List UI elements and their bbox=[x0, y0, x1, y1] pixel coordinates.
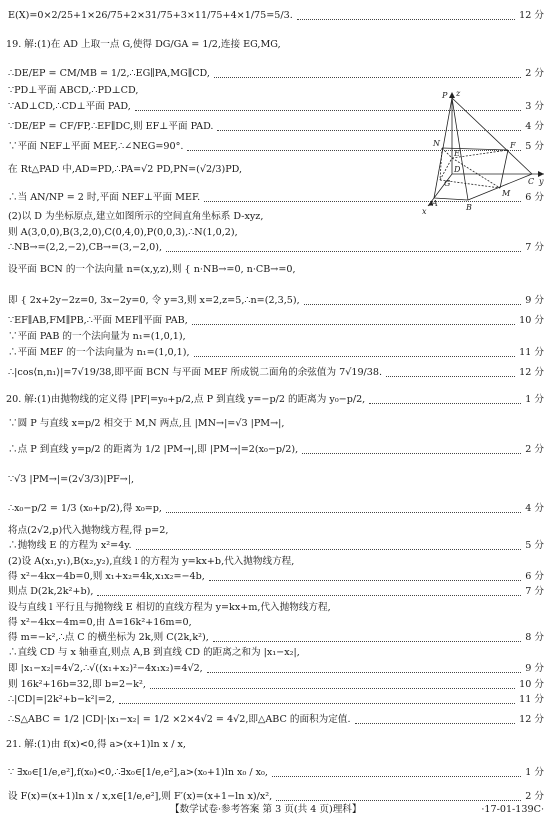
dot-leader bbox=[136, 549, 521, 550]
line-text: ∴NB→=(2,2,−2),CB→=(3,−2,0), bbox=[8, 242, 163, 253]
line-score: 5 分 bbox=[525, 141, 544, 152]
line-text: 20. 解:(1)由抛物线的定义得 |PF|=y₀+p/2,点 P 到直线 y=−p/2 的距离为 y₀−p/2, bbox=[6, 394, 366, 405]
line-score: 6 分 bbox=[525, 571, 544, 582]
dot-leader bbox=[304, 304, 521, 305]
answer-line bbox=[0, 645, 554, 661]
answer-line bbox=[0, 225, 554, 241]
line-text: (2)以 D 为坐标原点,建立如图所示的空间直角坐标系 D-xyz, bbox=[8, 211, 264, 222]
answer-line bbox=[0, 712, 554, 728]
line-text: ∵平面 PAB 的一个法向量为 n₁=(1,0,1), bbox=[8, 331, 186, 342]
line-text: (2)设 A(x₁,y₁),B(x₂,y₂),直线 l 的方程为 y=kx+b,代入抛物线方程, bbox=[8, 556, 295, 567]
answer-line bbox=[0, 442, 554, 458]
line-text: 19. 解:(1)在 AD 上取一点 G,使得 DG/GA = 1/2,连接 EG,MG, bbox=[6, 39, 281, 50]
line-text: 将点(2√2,p)代入抛物线方程,得 p=2, bbox=[8, 525, 169, 536]
dot-leader bbox=[214, 77, 521, 78]
answer-line bbox=[0, 523, 554, 539]
dot-leader bbox=[209, 580, 521, 581]
dot-leader bbox=[297, 19, 515, 20]
answer-line bbox=[0, 501, 554, 517]
label-M: M bbox=[502, 189, 511, 198]
line-text: ∵AD⊥CD,∴CD⊥平面 PAD, bbox=[8, 101, 131, 112]
line-text: ∴S△ABC = 1/2 |CD|·|x₁−x₂| = 1/2 ×2×4√2 = 4√2,即△ABC 的面积为定值. bbox=[8, 714, 351, 725]
line-score: 11 分 bbox=[519, 347, 544, 358]
dot-leader bbox=[207, 672, 521, 673]
answer-line bbox=[0, 584, 554, 600]
line-text: 设 F(x)=(x+1)ln x / x,x∈[1/e,e²],则 F′(x)=(x+1−ln x)/x², bbox=[8, 791, 273, 802]
line-score: 8 分 bbox=[525, 632, 544, 643]
line-score: 2 分 bbox=[525, 68, 544, 79]
dot-leader bbox=[213, 641, 521, 642]
line-text: 即 |x₁−x₂|=4√2,∴√((x₁+x₂)²−4x₁x₂)=4√2, bbox=[8, 663, 203, 674]
label-z: z bbox=[456, 89, 461, 98]
line-text: ∴当 AN/NP = 2 时,平面 NEF⊥平面 MEF. bbox=[8, 192, 201, 203]
line-score: 7 分 bbox=[525, 242, 544, 253]
answer-line bbox=[0, 538, 554, 554]
dot-leader bbox=[276, 800, 521, 801]
line-score: 7 分 bbox=[525, 586, 544, 597]
line-text: E(X)=0×2/25+1×26/75+2×31/75+3×11/75+4×1/75=5/3. bbox=[8, 10, 293, 21]
answer-line bbox=[0, 8, 554, 24]
line-text: ∵√3 |PM→|=(2√3/3)|PF→|, bbox=[8, 474, 134, 485]
answer-line bbox=[0, 313, 554, 329]
pyramid-figure bbox=[420, 88, 548, 220]
line-text: ∵平面 NEF⊥平面 MEF,∴∠NEG=90°. bbox=[8, 141, 184, 152]
answer-line bbox=[0, 615, 554, 631]
line-score: 2 分 bbox=[525, 791, 544, 802]
answer-line bbox=[0, 345, 554, 361]
dot-leader bbox=[194, 356, 515, 357]
line-score: 5 分 bbox=[525, 540, 544, 551]
label-y: y bbox=[539, 177, 544, 186]
answer-line bbox=[0, 600, 554, 616]
line-text: 则点 D(2k,2k²+b), bbox=[8, 586, 94, 597]
answer-line bbox=[0, 472, 554, 488]
line-text: 则 16k²+16b=32,即 b=2−k², bbox=[8, 679, 146, 690]
line-score: 12 分 bbox=[519, 367, 544, 378]
dot-leader bbox=[369, 403, 521, 404]
line-text: ∵ ∃x₀∈[1/e,e²],f(x₀)<0,∴∃x₀∈[1/e,e²],a>(x₀+1)ln x₀ / x₀, bbox=[8, 767, 268, 778]
answer-line bbox=[0, 661, 554, 677]
line-text: ∴平面 MEF 的一个法向量为 n₁=(1,0,1), bbox=[8, 347, 190, 358]
dot-leader bbox=[192, 324, 515, 325]
line-text: ∵EF∥AB,FM∥PB,∴平面 MEF∥平面 PAB, bbox=[8, 315, 188, 326]
answer-line bbox=[0, 692, 554, 708]
line-score: 4 分 bbox=[525, 503, 544, 514]
dot-leader bbox=[119, 703, 515, 704]
footer-center: 【数学试卷·参考答案 第 3 页(共 4 页)理科】 bbox=[170, 804, 362, 815]
line-text: 得 x²−4kx−4m=0,由 Δ=16k²+16m=0, bbox=[8, 617, 192, 628]
line-text: ∵DE/EP = CF/FP,∴EF∥DC,则 EF⊥平面 PAD. bbox=[8, 121, 214, 132]
line-text: ∵圆 P 与直线 x=p/2 相交于 M,N 两点,且 |MN→|=√3 |PM→|, bbox=[8, 418, 285, 429]
label-F: F bbox=[510, 141, 516, 150]
line-score: 4 分 bbox=[525, 121, 544, 132]
answer-line bbox=[0, 392, 554, 408]
line-text: ∴抛物线 E 的方程为 x²=4y. bbox=[8, 540, 132, 551]
line-score: 12 分 bbox=[519, 714, 544, 725]
answer-line bbox=[0, 66, 554, 82]
line-text: ∴DE/EP = CM/MB = 1/2,∴EG∥PA,MG∥CD, bbox=[8, 68, 210, 79]
answer-line bbox=[0, 365, 554, 381]
line-score: 1 分 bbox=[525, 767, 544, 778]
dot-leader bbox=[166, 512, 521, 513]
line-score: 6 分 bbox=[525, 192, 544, 203]
line-score: 12 分 bbox=[519, 10, 544, 21]
line-score: 9 分 bbox=[525, 295, 544, 306]
label-E: E bbox=[454, 149, 460, 158]
dot-leader bbox=[166, 251, 521, 252]
answer-line bbox=[0, 416, 554, 432]
line-score: 11 分 bbox=[519, 694, 544, 705]
footer-code: ·17-01-139C· bbox=[481, 804, 544, 815]
line-text: 得 x²−4kx−4b=0,则 x₁+x₂=4k,x₁x₂=−4b, bbox=[8, 571, 205, 582]
line-text: ∵PD⊥平面 ABCD,∴PD⊥CD, bbox=[8, 85, 139, 96]
label-C: C bbox=[528, 177, 535, 186]
line-score: 10 分 bbox=[519, 679, 544, 690]
dot-leader bbox=[302, 453, 521, 454]
label-A: A bbox=[432, 199, 438, 208]
line-text: ∴x₀−p/2 = 1/3 (x₀+p/2),得 x₀=p, bbox=[8, 503, 162, 514]
line-text: ∴|cos⟨n,n₁⟩|=7√19/38,即平面 BCN 与平面 MEF 所成锐二面角的余弦值为 7√19/38. bbox=[8, 367, 383, 378]
answer-line bbox=[0, 737, 554, 753]
answer-line bbox=[0, 293, 554, 309]
label-B: B bbox=[466, 203, 472, 212]
label-x: x bbox=[422, 207, 427, 216]
edge-PC bbox=[452, 98, 532, 174]
line-score: 2 分 bbox=[525, 444, 544, 455]
line-score: 3 分 bbox=[525, 101, 544, 112]
answer-line bbox=[0, 262, 554, 278]
line-score: 1 分 bbox=[525, 394, 544, 405]
line-text: 则 A(3,0,0),B(3,2,0),C(0,4,0),P(0,0,3),∴N(1,0,2), bbox=[8, 227, 238, 238]
answer-line bbox=[0, 240, 554, 256]
line-text: 即 { 2x+2y−2z=0, 3x−2y=0, 令 y=3,则 x=2,z=5,∴n=(2,3,5), bbox=[8, 295, 300, 306]
label-D: D bbox=[454, 165, 461, 174]
label-P: P bbox=[442, 91, 448, 100]
line-text: ∴|CD|=|2k²+b−k²|=2, bbox=[8, 694, 115, 705]
answer-line bbox=[0, 554, 554, 570]
line-score: 9 分 bbox=[525, 663, 544, 674]
line-text: ∴直线 CD 与 x 轴垂直,则点 A,B 到直线 CD 的距离之和为 |x₁−x₂|, bbox=[8, 647, 300, 658]
line-text: ∴点 P 到直线 y=p/2 的距离为 1/2 |PM→|,即 |PM→|=2(x₀−p/2), bbox=[8, 444, 299, 455]
line-text: 21. 解:(1)由 f(x)<0,得 a>(x+1)ln x / x, bbox=[6, 739, 186, 750]
page-footer bbox=[0, 802, 554, 818]
dot-leader bbox=[97, 595, 521, 596]
answer-line bbox=[0, 329, 554, 345]
answer-line bbox=[0, 677, 554, 693]
label-N: N bbox=[433, 139, 440, 148]
answer-line bbox=[0, 569, 554, 585]
answer-line bbox=[0, 765, 554, 781]
answer-line bbox=[0, 37, 554, 53]
label-G: G bbox=[444, 179, 451, 188]
dot-leader bbox=[386, 376, 515, 377]
edge-AB bbox=[434, 198, 468, 200]
line-text: 在 Rt△PAD 中,AD=PD,∴PA=√2 PD,PN=(√2/3)PD, bbox=[8, 164, 243, 175]
dot-leader bbox=[150, 688, 515, 689]
line-text: 得 m=−k²,∴点 C 的横坐标为 2k,则 C(2k,k²), bbox=[8, 632, 209, 643]
dot-leader bbox=[355, 723, 515, 724]
dot-leader bbox=[272, 776, 521, 777]
line-text: 设平面 BCN 的一个法向量 n=(x,y,z),则 { n·NB→=0, n·CB→=0, bbox=[8, 264, 296, 275]
line-text: 设与直线 l 平行且与抛物线 E 相切的直线方程为 y=kx+m,代入抛物线方程, bbox=[8, 602, 331, 613]
line-score: 10 分 bbox=[519, 315, 544, 326]
answer-line bbox=[0, 630, 554, 646]
